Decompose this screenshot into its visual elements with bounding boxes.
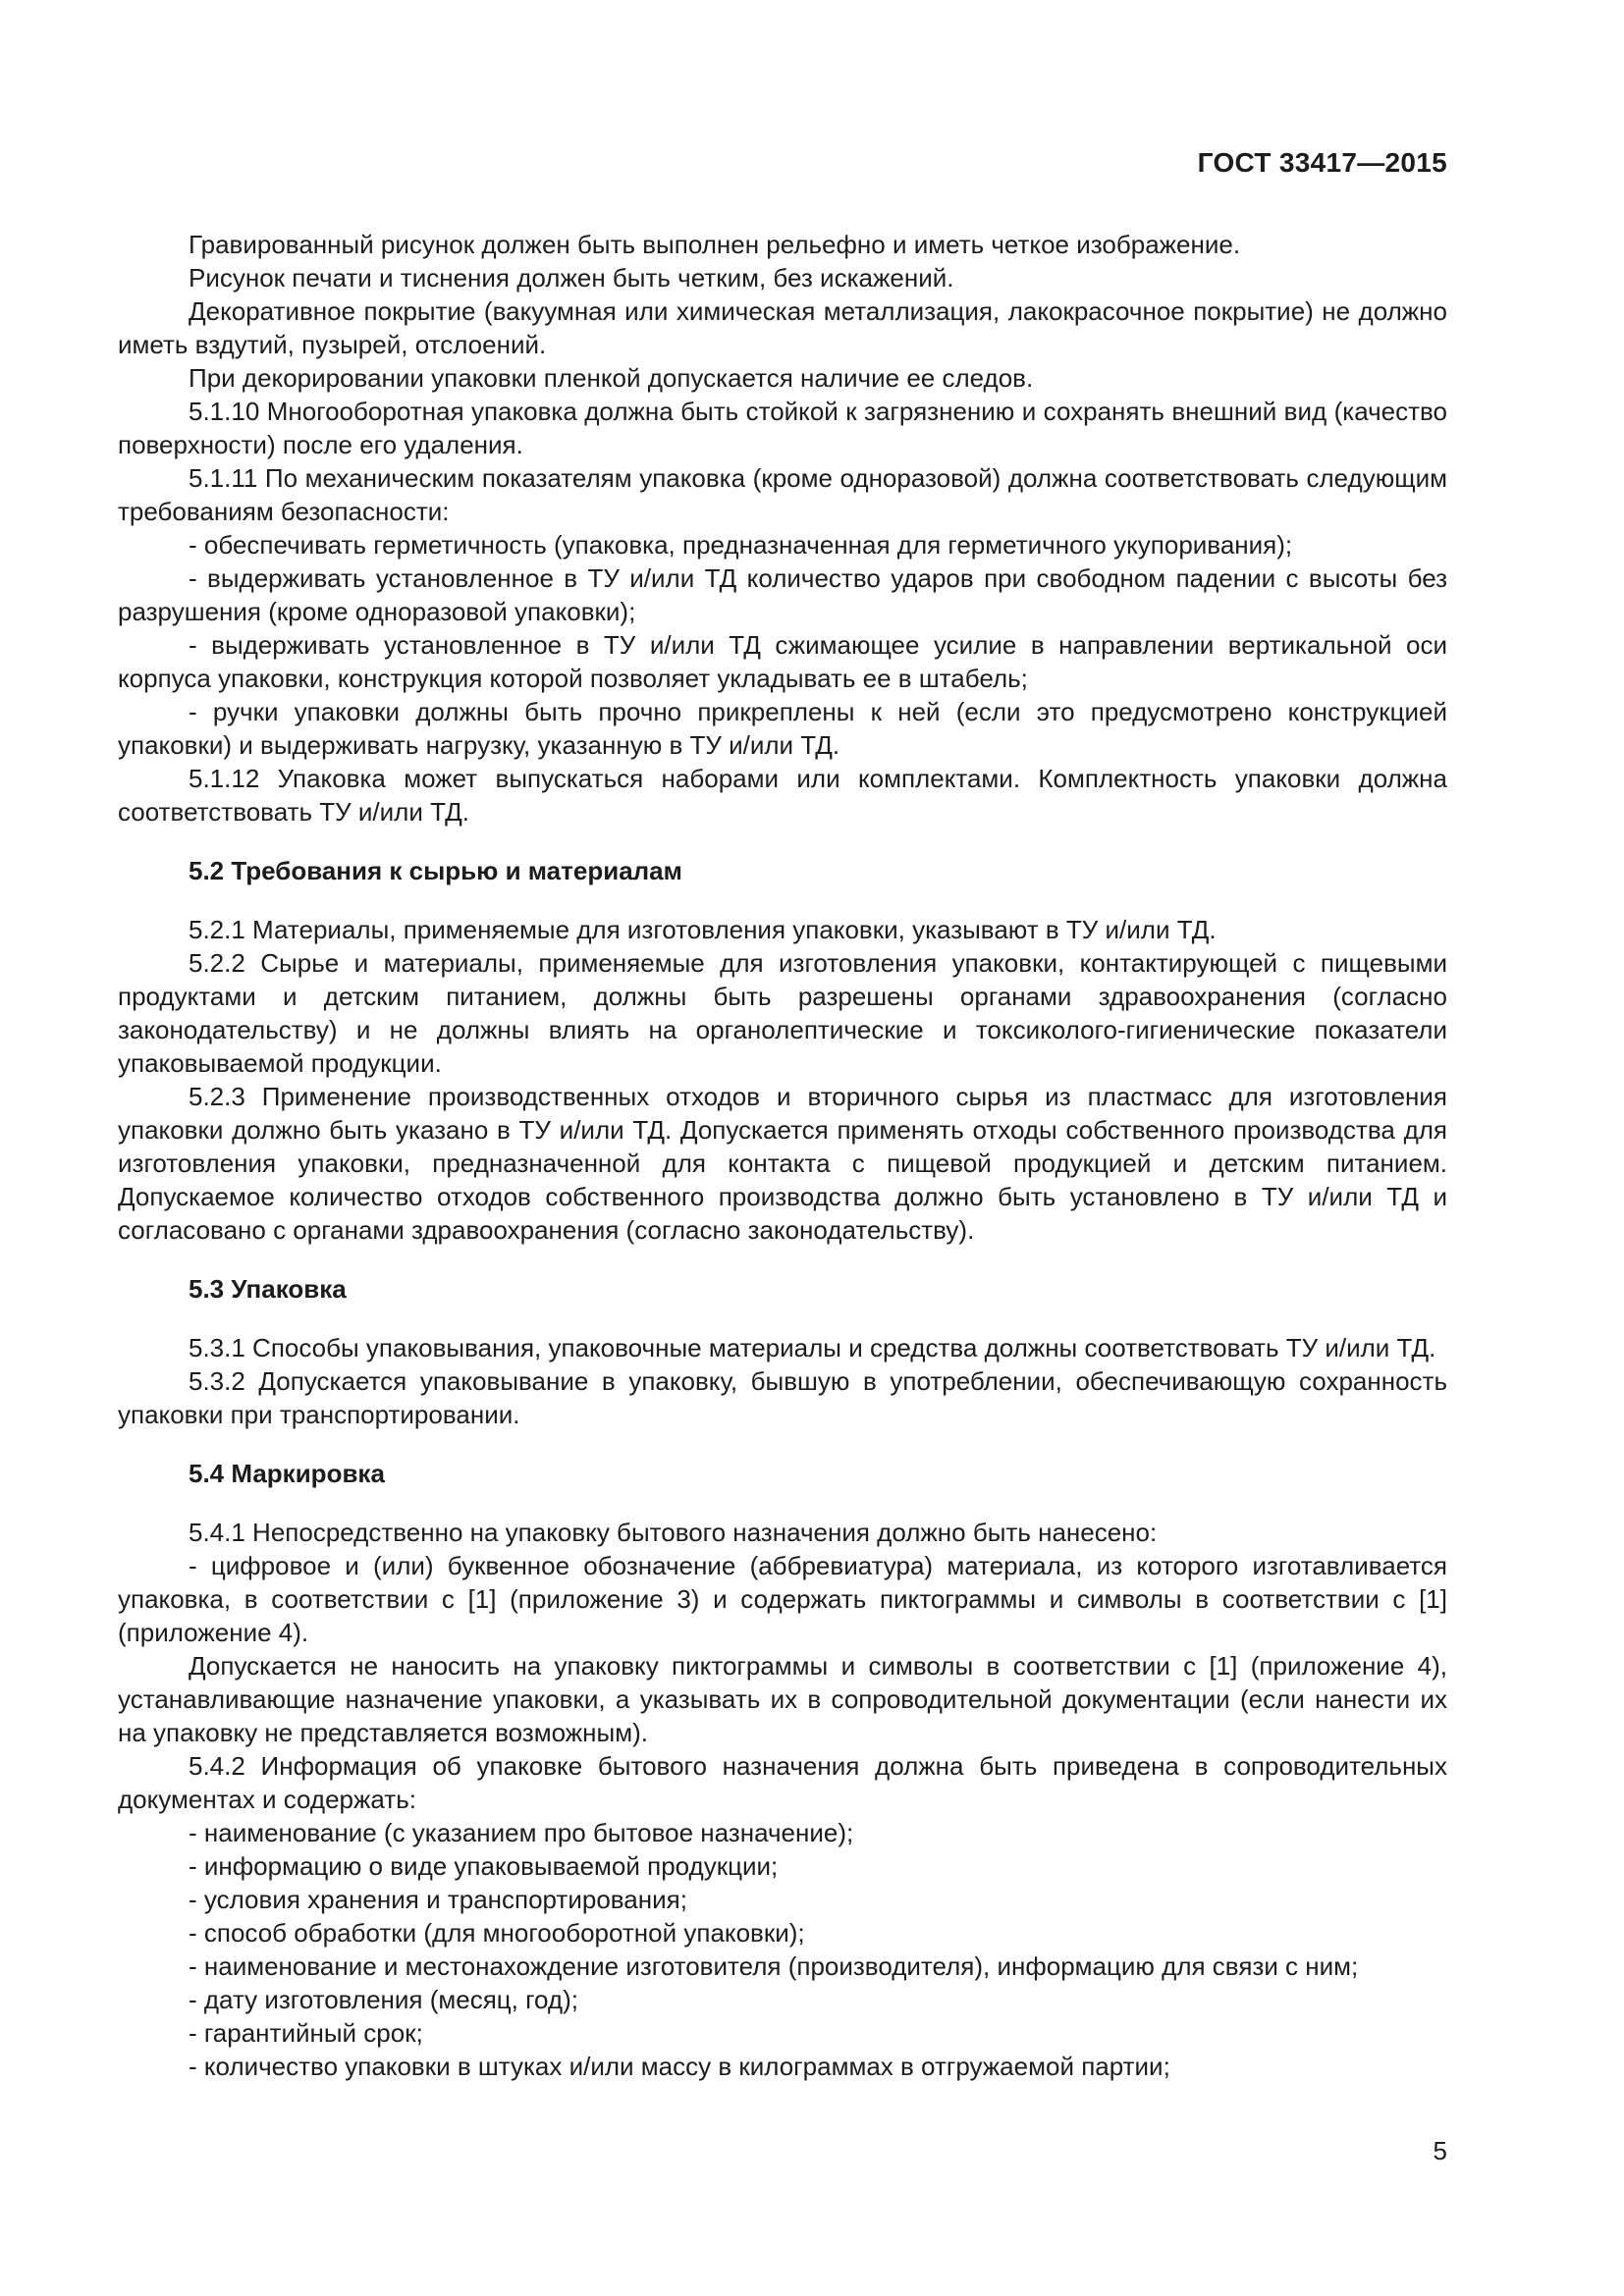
section-heading-5-4: 5.4 Маркировка <box>189 1459 385 1488</box>
list-item: - способ обработки (для многооборотной упаковки); <box>189 1918 805 1948</box>
clause-5-1-10: 5.1.10 Многооборотная упаковка должна быть стойкой к загрязнению и сохранять внешний вид (качество поверхности) после его удаления. <box>118 397 1447 459</box>
list-item: - цифровое и (или) буквенное обозначение (аббревиатура) материала, из которого изготавливается упаковка, в соответствии с [1] (приложение 3) и содержать пиктограммы и символы в соответствии с [1] (приложение 4). <box>118 1551 1447 1647</box>
paragraph: Декоративное покрытие (вакуумная или химическая металлизация, лакокрасочное покрытие) не должно иметь вздутий, пузырей, отслоений. <box>118 296 1447 359</box>
list-item: - выдерживать установленное в ТУ и/или ТД сжимающее усилие в направлении вертикальной оси корпуса упаковки, конструкция которой позволяет укладывать ее в штабель; <box>118 630 1447 693</box>
clause-5-1-11: 5.1.11 По механическим показателям упаковка (кроме одноразовой) должна соответствовать следующим требованиям безопасности: <box>118 463 1447 526</box>
clause-5-4-1: 5.4.1 Непосредственно на упаковку бытового назначения должно быть нанесено: <box>189 1518 1158 1547</box>
page-number: 5 <box>1433 2136 1447 2165</box>
clause-5-3-2: 5.3.2 Допускается упаковывание в упаковку, бывшую в употреблении, обеспечивающую сохранность упаковки при транспортировании. <box>118 1366 1447 1429</box>
paragraph: Рисунок печати и тиснения должен быть четким, без искажений. <box>189 263 954 293</box>
list-item: - информацию о виде упаковываемой продукции; <box>189 1851 779 1881</box>
list-item: - наименование (с указанием про бытовое назначение); <box>189 1818 854 1847</box>
section-heading-5-3: 5.3 Упаковка <box>189 1274 347 1304</box>
list-item: - количество упаковки в штуках и/или массу в килограммах в отгружаемой партии; <box>189 2052 1170 2081</box>
paragraph: При декорировании упаковки пленкой допускается наличие ее следов. <box>189 363 1034 393</box>
list-item: - выдерживать установленное в ТУ и/или ТД количество ударов при свободном падении с высоты без разрушения (кроме одноразовой упаковки); <box>118 563 1447 626</box>
clause-5-3-1: 5.3.1 Способы упаковывания, упаковочные материалы и средства должны соответствовать ТУ и/или ТД. <box>189 1333 1436 1362</box>
clause-5-2-1: 5.2.1 Материалы, применяемые для изготовления упаковки, указывают в ТУ и/или ТД. <box>189 915 1217 944</box>
list-item: - наименование и местонахождение изготовителя (производителя), информацию для связи с ним; <box>189 1951 1359 1981</box>
document-body <box>118 228 1447 2083</box>
clause-5-4-2: 5.4.2 Информация об упаковке бытового назначения должна быть приведена в сопроводительных документах и содержать: <box>118 1751 1447 1814</box>
clause-5-1-12: 5.1.12 Упаковка может выпускаться наборами или комплектами. Комплектность упаковки должна соответствовать ТУ и/или ТД. <box>118 764 1447 827</box>
clause-5-2-3: 5.2.3 Применение производственных отходов и вторичного сырья из пластмасс для изготовления упаковки должно быть указано в ТУ и/или ТД. Допускается применять отходы собственного производства для изготовления упаковки, предназначенной для контакта с пищевой продукцией и детским питанием. Допускаемое количество отходов собственного производства должно быть установлено в ТУ и/или ТД и согласовано с органами здравоохранения (согласно законодательству). <box>118 1082 1447 1245</box>
clause-5-2-2: 5.2.2 Сырье и материалы, применяемые для изготовления упаковки, контактирующей с пищевыми продуктами и детским питанием, должны быть разрешены органами здравоохранения (согласно законодательству) и не должны влиять на органолептические и токсиколого-гигиенические показатели упаковываемой продукции. <box>118 948 1447 1078</box>
list-item: - дату изготовления (месяц, год); <box>189 1985 578 2014</box>
document-code-header: ГОСТ 33417—2015 <box>1197 147 1447 178</box>
paragraph: Гравированный рисунок должен быть выполнен рельефно и иметь четкое изображение. <box>189 230 1241 259</box>
list-item: - обеспечивать герметичность (упаковка, предназначенная для герметичного укупоривания); <box>189 530 1293 560</box>
list-item: - гарантийный срок; <box>189 2018 423 2048</box>
list-item: - ручки упаковки должны быть прочно прикреплены к ней (если это предусмотрено конструкцией упаковки) и выдерживать нагрузку, указанную в ТУ и/или ТД. <box>118 697 1447 760</box>
paragraph: Допускается не наносить на упаковку пиктограммы и символы в соответствии с [1] (приложение 4), устанавливающие назначение упаковки, а указывать их в сопроводительной документации (если нанести их на упаковку не представляется возможным). <box>118 1651 1447 1747</box>
list-item: - условия хранения и транспортирования; <box>189 1885 687 1914</box>
section-heading-5-2: 5.2 Требования к сырью и материалам <box>189 856 682 885</box>
